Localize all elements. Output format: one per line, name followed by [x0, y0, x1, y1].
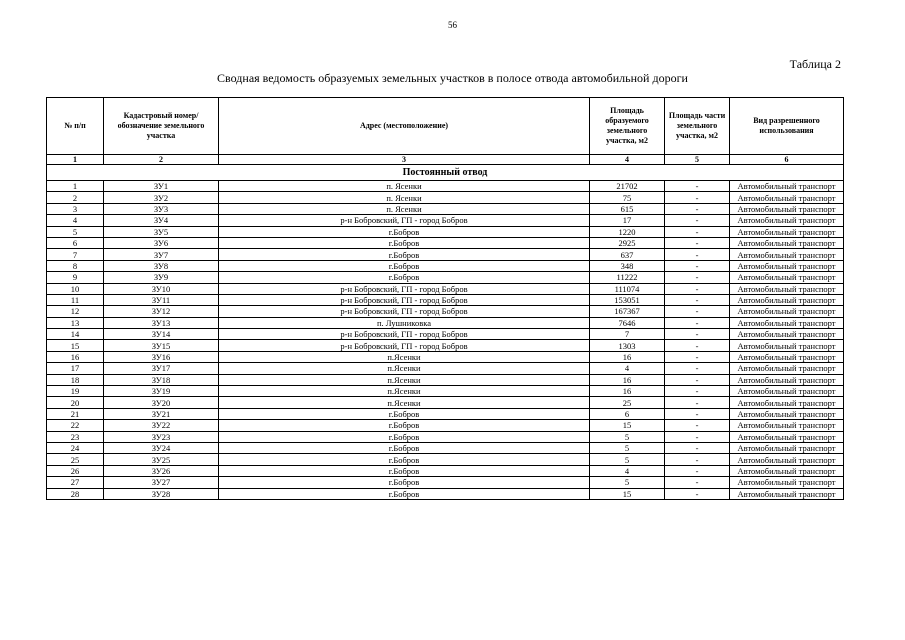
table-row	[47, 260, 844, 271]
permitted-use: Автомобильный транспорт	[730, 351, 844, 362]
part-area: -	[665, 192, 730, 203]
plot-area: 5	[590, 442, 665, 453]
row-number: 24	[47, 442, 104, 453]
plot-area: 15	[590, 488, 665, 499]
table-row	[47, 454, 844, 465]
page-number: 56	[448, 20, 457, 30]
address: г.Бобров	[219, 454, 590, 465]
part-area: -	[665, 249, 730, 260]
cadastral-id: ЗУ1	[104, 181, 219, 192]
plot-area: 7646	[590, 317, 665, 328]
plot-area: 6	[590, 408, 665, 419]
cadastral-id: ЗУ2	[104, 192, 219, 203]
plot-area: 17	[590, 215, 665, 226]
plot-area: 75	[590, 192, 665, 203]
table-row	[47, 215, 844, 226]
address: г.Бобров	[219, 272, 590, 283]
table-row	[47, 442, 844, 453]
permitted-use: Автомобильный транспорт	[730, 203, 844, 214]
plot-area: 4	[590, 363, 665, 374]
row-number: 5	[47, 226, 104, 237]
row-number: 9	[47, 272, 104, 283]
address: п. Ясенки	[219, 203, 590, 214]
address: п.Ясенки	[219, 374, 590, 385]
cadastral-id: ЗУ16	[104, 351, 219, 362]
row-number: 27	[47, 477, 104, 488]
permitted-use: Автомобильный транспорт	[730, 397, 844, 408]
address: р-н Бобровский, ГП - город Бобров	[219, 294, 590, 305]
table-row	[47, 272, 844, 283]
row-number: 26	[47, 465, 104, 476]
column-number: 6	[730, 155, 844, 165]
part-area: -	[665, 477, 730, 488]
part-area: -	[665, 272, 730, 283]
plot-area: 637	[590, 249, 665, 260]
plot-area: 1303	[590, 340, 665, 351]
address: г.Бобров	[219, 488, 590, 499]
permitted-use: Автомобильный транспорт	[730, 340, 844, 351]
table-row	[47, 317, 844, 328]
permitted-use: Автомобильный транспорт	[730, 306, 844, 317]
part-area: -	[665, 329, 730, 340]
permitted-use: Автомобильный транспорт	[730, 408, 844, 419]
address: п.Ясенки	[219, 386, 590, 397]
cadastral-id: ЗУ12	[104, 306, 219, 317]
address: г.Бобров	[219, 442, 590, 453]
plot-area: 615	[590, 203, 665, 214]
permitted-use: Автомобильный транспорт	[730, 283, 844, 294]
column-number-row	[47, 155, 844, 165]
column-header: Вид разрешенного использования	[730, 98, 844, 155]
table-row	[47, 237, 844, 248]
permitted-use: Автомобильный транспорт	[730, 329, 844, 340]
table-row	[47, 488, 844, 499]
land-plots-table	[46, 97, 844, 500]
part-area: -	[665, 431, 730, 442]
row-number: 14	[47, 329, 104, 340]
permitted-use: Автомобильный транспорт	[730, 431, 844, 442]
row-number: 23	[47, 431, 104, 442]
address: г.Бобров	[219, 420, 590, 431]
table-row	[47, 226, 844, 237]
cadastral-id: ЗУ26	[104, 465, 219, 476]
permitted-use: Автомобильный транспорт	[730, 488, 844, 499]
cadastral-id: ЗУ9	[104, 272, 219, 283]
permitted-use: Автомобильный транспорт	[730, 363, 844, 374]
address: п.Ясенки	[219, 397, 590, 408]
part-area: -	[665, 420, 730, 431]
permitted-use: Автомобильный транспорт	[730, 477, 844, 488]
plot-area: 5	[590, 454, 665, 465]
part-area: -	[665, 215, 730, 226]
cadastral-id: ЗУ6	[104, 237, 219, 248]
table-row	[47, 363, 844, 374]
address: г.Бобров	[219, 465, 590, 476]
part-area: -	[665, 226, 730, 237]
address: г.Бобров	[219, 249, 590, 260]
section-row	[47, 165, 844, 181]
table-row	[47, 374, 844, 385]
cadastral-id: ЗУ21	[104, 408, 219, 419]
part-area: -	[665, 203, 730, 214]
address: п. Ясенки	[219, 192, 590, 203]
cadastral-id: ЗУ3	[104, 203, 219, 214]
cadastral-id: ЗУ14	[104, 329, 219, 340]
part-area: -	[665, 351, 730, 362]
table-row	[47, 397, 844, 408]
plot-area: 21702	[590, 181, 665, 192]
row-number: 21	[47, 408, 104, 419]
row-number: 28	[47, 488, 104, 499]
plot-area: 16	[590, 374, 665, 385]
permitted-use: Автомобильный транспорт	[730, 226, 844, 237]
plot-area: 16	[590, 386, 665, 397]
cadastral-id: ЗУ17	[104, 363, 219, 374]
permitted-use: Автомобильный транспорт	[730, 215, 844, 226]
table-row	[47, 477, 844, 488]
part-area: -	[665, 306, 730, 317]
plot-area: 5	[590, 431, 665, 442]
plot-area: 7	[590, 329, 665, 340]
cadastral-id: ЗУ19	[104, 386, 219, 397]
row-number: 3	[47, 203, 104, 214]
part-area: -	[665, 454, 730, 465]
row-number: 22	[47, 420, 104, 431]
table-label: Таблица 2	[789, 57, 841, 71]
address: п.Ясенки	[219, 351, 590, 362]
plot-area: 2925	[590, 237, 665, 248]
part-area: -	[665, 408, 730, 419]
cadastral-id: ЗУ10	[104, 283, 219, 294]
cadastral-id: ЗУ20	[104, 397, 219, 408]
cadastral-id: ЗУ27	[104, 477, 219, 488]
part-area: -	[665, 340, 730, 351]
table-row	[47, 431, 844, 442]
permitted-use: Автомобильный транспорт	[730, 420, 844, 431]
plot-area: 4	[590, 465, 665, 476]
row-number: 7	[47, 249, 104, 260]
part-area: -	[665, 465, 730, 476]
permitted-use: Автомобильный транспорт	[730, 454, 844, 465]
column-header: Площадь части земельного участка, м2	[665, 98, 730, 155]
row-number: 19	[47, 386, 104, 397]
column-number: 1	[47, 155, 104, 165]
part-area: -	[665, 374, 730, 385]
row-number: 6	[47, 237, 104, 248]
cadastral-id: ЗУ11	[104, 294, 219, 305]
plot-area: 25	[590, 397, 665, 408]
table-row	[47, 249, 844, 260]
cadastral-id: ЗУ5	[104, 226, 219, 237]
column-number: 4	[590, 155, 665, 165]
row-number: 4	[47, 215, 104, 226]
section-title: Постоянный отвод	[47, 165, 844, 181]
permitted-use: Автомобильный транспорт	[730, 260, 844, 271]
cadastral-id: ЗУ25	[104, 454, 219, 465]
cadastral-id: ЗУ7	[104, 249, 219, 260]
part-area: -	[665, 283, 730, 294]
row-number: 1	[47, 181, 104, 192]
permitted-use: Автомобильный транспорт	[730, 386, 844, 397]
table-row	[47, 192, 844, 203]
row-number: 11	[47, 294, 104, 305]
part-area: -	[665, 181, 730, 192]
table-row	[47, 465, 844, 476]
row-number: 8	[47, 260, 104, 271]
cadastral-id: ЗУ18	[104, 374, 219, 385]
plot-area: 11222	[590, 272, 665, 283]
cadastral-id: ЗУ28	[104, 488, 219, 499]
row-number: 10	[47, 283, 104, 294]
table-body	[47, 165, 844, 500]
permitted-use: Автомобильный транспорт	[730, 272, 844, 283]
part-area: -	[665, 488, 730, 499]
plot-area: 167367	[590, 306, 665, 317]
permitted-use: Автомобильный транспорт	[730, 442, 844, 453]
column-header: Адрес (местоположение)	[219, 98, 590, 155]
permitted-use: Автомобильный транспорт	[730, 249, 844, 260]
plot-area: 5	[590, 477, 665, 488]
plot-area: 16	[590, 351, 665, 362]
table-row	[47, 329, 844, 340]
row-number: 20	[47, 397, 104, 408]
row-number: 17	[47, 363, 104, 374]
address: п. Лушниковка	[219, 317, 590, 328]
table-row	[47, 386, 844, 397]
row-number: 16	[47, 351, 104, 362]
row-number: 15	[47, 340, 104, 351]
row-number: 18	[47, 374, 104, 385]
cadastral-id: ЗУ15	[104, 340, 219, 351]
part-area: -	[665, 317, 730, 328]
cadastral-id: ЗУ23	[104, 431, 219, 442]
table-row	[47, 283, 844, 294]
part-area: -	[665, 260, 730, 271]
row-number: 2	[47, 192, 104, 203]
table-row	[47, 420, 844, 431]
address: г.Бобров	[219, 237, 590, 248]
address: г.Бобров	[219, 260, 590, 271]
table-row	[47, 306, 844, 317]
cadastral-id: ЗУ8	[104, 260, 219, 271]
address: г.Бобров	[219, 408, 590, 419]
part-area: -	[665, 386, 730, 397]
address: п.Ясенки	[219, 363, 590, 374]
table-row	[47, 408, 844, 419]
address: р-н Бобровский, ГП - город Бобров	[219, 283, 590, 294]
part-area: -	[665, 294, 730, 305]
row-number: 13	[47, 317, 104, 328]
permitted-use: Автомобильный транспорт	[730, 294, 844, 305]
permitted-use: Автомобильный транспорт	[730, 465, 844, 476]
cadastral-id: ЗУ4	[104, 215, 219, 226]
address: п. Ясенки	[219, 181, 590, 192]
column-header: Площадь образуемого земельного участка, м2	[590, 98, 665, 155]
part-area: -	[665, 442, 730, 453]
plot-area: 1220	[590, 226, 665, 237]
plot-area: 153051	[590, 294, 665, 305]
table-row	[47, 294, 844, 305]
row-number: 12	[47, 306, 104, 317]
column-number: 2	[104, 155, 219, 165]
address: р-н Бобровский, ГП - город Бобров	[219, 340, 590, 351]
address: р-н Бобровский, ГП - город Бобров	[219, 329, 590, 340]
cadastral-id: ЗУ24	[104, 442, 219, 453]
permitted-use: Автомобильный транспорт	[730, 181, 844, 192]
permitted-use: Автомобильный транспорт	[730, 374, 844, 385]
plot-area: 111074	[590, 283, 665, 294]
address: г.Бобров	[219, 477, 590, 488]
row-number: 25	[47, 454, 104, 465]
address: г.Бобров	[219, 226, 590, 237]
part-area: -	[665, 237, 730, 248]
column-number: 3	[219, 155, 590, 165]
column-header: Кадастровый номер/обозначение земельного участка	[104, 98, 219, 155]
table-row	[47, 351, 844, 362]
permitted-use: Автомобильный транспорт	[730, 192, 844, 203]
permitted-use: Автомобильный транспорт	[730, 237, 844, 248]
part-area: -	[665, 363, 730, 374]
table-row	[47, 340, 844, 351]
address: г.Бобров	[219, 431, 590, 442]
table-row	[47, 181, 844, 192]
address: р-н Бобровский, ГП - город Бобров	[219, 215, 590, 226]
cadastral-id: ЗУ13	[104, 317, 219, 328]
table-row	[47, 203, 844, 214]
table-header-row	[47, 98, 844, 155]
plot-area: 348	[590, 260, 665, 271]
column-number: 5	[665, 155, 730, 165]
address: р-н Бобровский, ГП - город Бобров	[219, 306, 590, 317]
column-header: № п/п	[47, 98, 104, 155]
cadastral-id: ЗУ22	[104, 420, 219, 431]
document-title: Сводная ведомость образуемых земельных участков в полосе отвода автомобильной дороги	[217, 71, 688, 85]
permitted-use: Автомобильный транспорт	[730, 317, 844, 328]
plot-area: 15	[590, 420, 665, 431]
part-area: -	[665, 397, 730, 408]
